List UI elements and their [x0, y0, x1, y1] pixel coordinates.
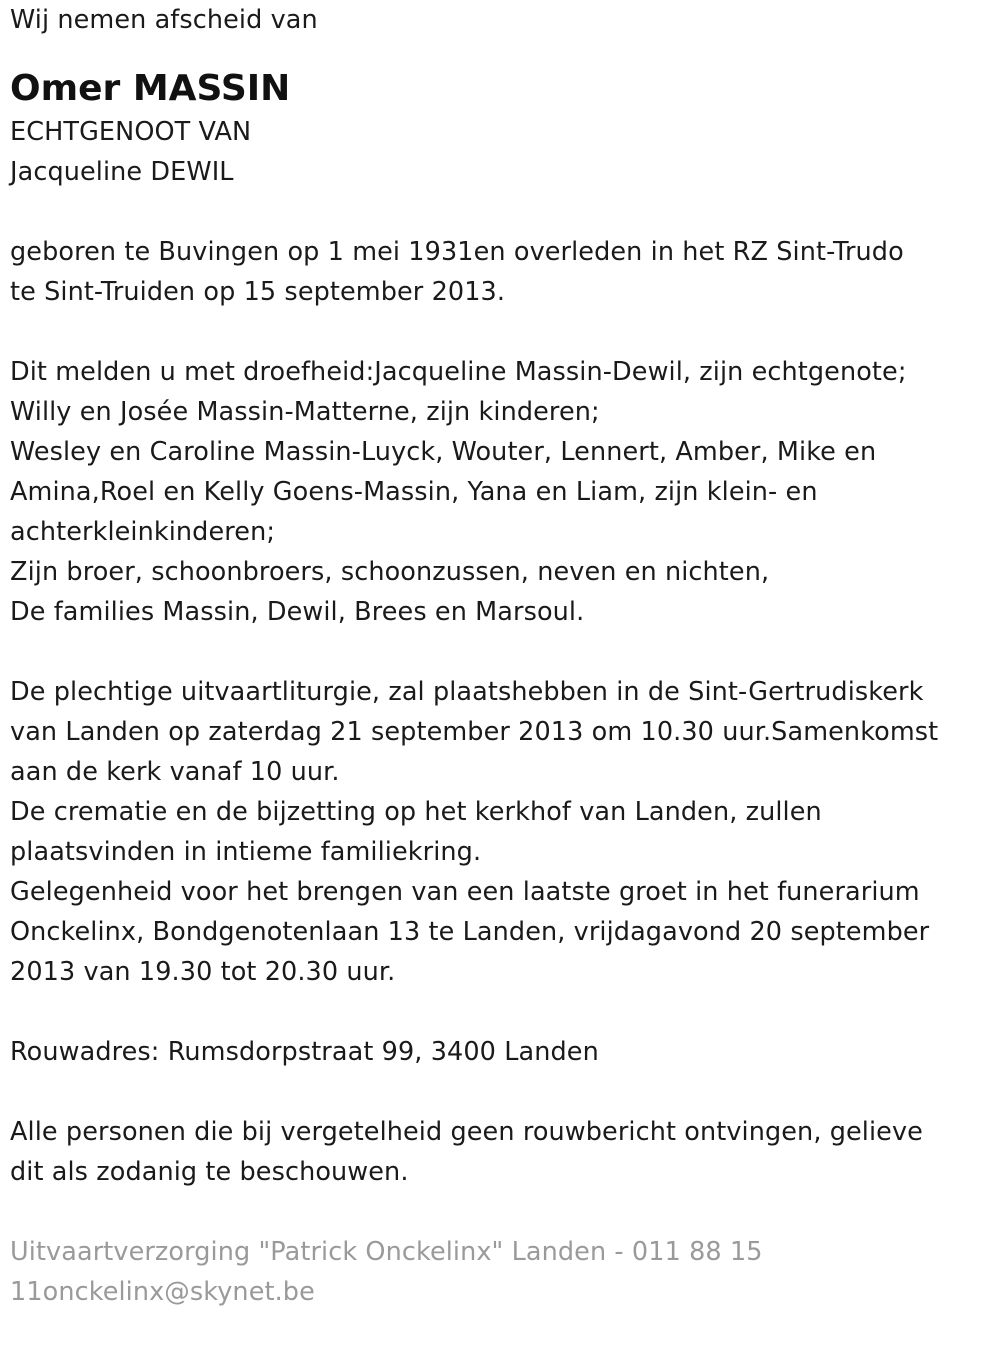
paragraph-line: Amina,Roel en Kelly Goens-Massin, Yana en Liam, zijn klein- en: [10, 477, 818, 507]
intro-text: Wij nemen afscheid van: [10, 5, 318, 35]
spacer: [10, 1192, 990, 1232]
paragraph-line: van Landen op zaterdag 21 september 2013 om 10.30 uur.Samenkomst: [10, 717, 939, 747]
paragraph-line: dit als zodanig te beschouwen.: [10, 1157, 409, 1187]
paragraph-line: plaatsvinden in intieme familiekring.: [10, 837, 482, 867]
footer-line: 11onckelinx@skynet.be: [10, 1277, 315, 1307]
paragraph-line: te Sint-Truiden op 15 september 2013.: [10, 277, 506, 307]
spacer: [10, 192, 990, 232]
paragraph-line: De plechtige uitvaartliturgie, zal plaatshebben in de Sint-Gertrudiskerk: [10, 677, 924, 707]
paragraph-line: De crematie en de bijzetting op het kerkhof van Landen, zullen: [10, 797, 822, 827]
footer-line: Uitvaartverzorging "Patrick Onckelinx" Landen - 011 88 15: [10, 1237, 763, 1267]
ceremony-paragraph: [10, 672, 990, 992]
spacer: [10, 992, 990, 1032]
birth-death-paragraph: [10, 232, 990, 312]
obituary-notice: [10, 0, 990, 1312]
funeral-home-footer: [10, 1232, 990, 1312]
deceased-name: Omer MASSIN: [10, 68, 291, 109]
family-paragraph: [10, 352, 990, 632]
spouse-name: Jacqueline DEWIL: [10, 157, 234, 187]
paragraph-line: achterkleinkinderen;: [10, 517, 276, 547]
paragraph-line: De families Massin, Dewil, Brees en Marsoul.: [10, 597, 585, 627]
spacer: [10, 1072, 990, 1112]
paragraph-line: aan de kerk vanaf 10 uur.: [10, 757, 340, 787]
paragraph-line: Willy en Josée Massin-Matterne, zijn kinderen;: [10, 397, 600, 427]
relation-text: ECHTGENOOT VAN: [10, 117, 252, 147]
spacer: [10, 40, 990, 66]
paragraph-line: Dit melden u met droefheid:Jacqueline Massin-Dewil, zijn echtgenote;: [10, 357, 907, 387]
spacer: [10, 312, 990, 352]
paragraph-line: Gelegenheid voor het brengen van een laatste groet in het funerarium: [10, 877, 920, 907]
paragraph-line: Alle personen die bij vergetelheid geen rouwbericht ontvingen, gelieve: [10, 1117, 923, 1147]
paragraph-line: Zijn broer, schoonbroers, schoonzussen, neven en nichten,: [10, 557, 770, 587]
spacer: [10, 632, 990, 672]
paragraph-line: Onckelinx, Bondgenotenlaan 13 te Landen, vrijdagavond 20 september: [10, 917, 930, 947]
paragraph-line: 2013 van 19.30 tot 20.30 uur.: [10, 957, 396, 987]
mourning-address: Rouwadres: Rumsdorpstraat 99, 3400 Landen: [10, 1037, 599, 1067]
paragraph-line: Wesley en Caroline Massin-Luyck, Wouter, Lennert, Amber, Mike en: [10, 437, 877, 467]
notice-paragraph: [10, 1112, 990, 1192]
paragraph-line: geboren te Buvingen op 1 mei 1931en overleden in het RZ Sint-Trudo: [10, 237, 904, 267]
